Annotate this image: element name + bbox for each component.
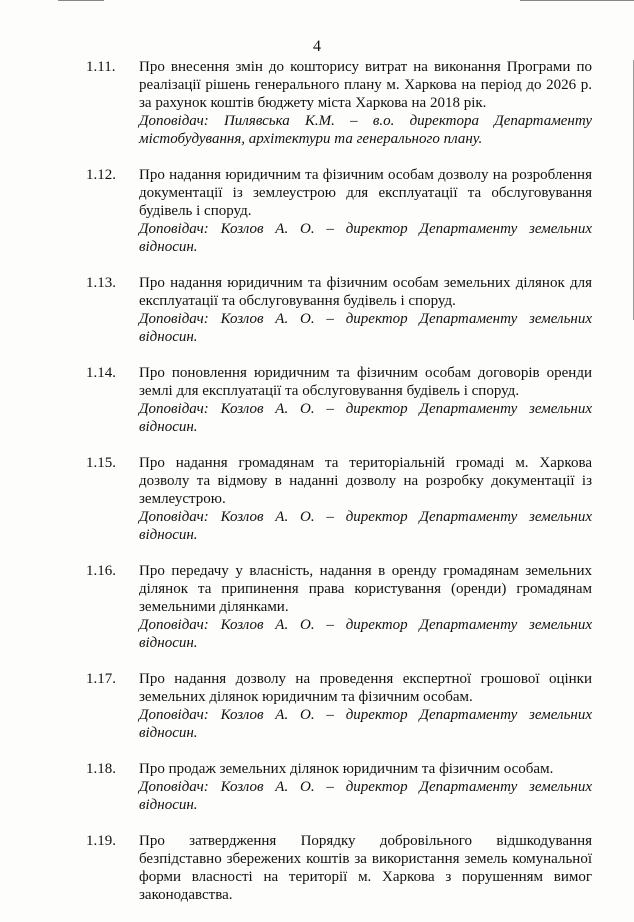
agenda-item xyxy=(86,562,634,652)
agenda-item xyxy=(86,832,634,904)
item-body xyxy=(139,670,592,742)
item-body xyxy=(139,274,592,346)
item-number: 1.13. xyxy=(86,275,116,291)
item-number: 1.16. xyxy=(86,563,116,579)
item-speaker: Доповідач: Козлов А. О. – директор Департаменту земельних відносин. xyxy=(139,617,592,651)
agenda-item xyxy=(86,454,634,544)
item-title: Про передачу у власність, надання в оренду громадянам земельних ділянок та припинення права користування (оренди) громадянам земельними ділянками. xyxy=(139,563,592,615)
item-title: Про надання дозволу на проведення експертної грошової оцінки земельних ділянок юридичним та фізичним особам. xyxy=(139,671,592,705)
item-title: Про продаж земельних ділянок юридичним та фізичним особам. xyxy=(139,761,554,777)
item-number: 1.12. xyxy=(86,167,116,183)
item-speaker: Доповідач: Козлов А. О. – директор Департаменту земельних відносин. xyxy=(139,311,592,345)
item-title: Про затвердження Порядку добровільного відшкодування безпідставно збережених коштів за використання земель комунальної форми власності на території м. Харкова з порушенням вимог законодавства. xyxy=(139,833,592,903)
item-body xyxy=(139,760,592,814)
item-number: 1.14. xyxy=(86,365,116,381)
item-title: Про внесення змін до кошторису витрат на виконання Програми по реалізації рішень генерального плану м. Харкова на період до 2026 р. за рахунок коштів бюджету міста Харкова на 2018 рік. xyxy=(139,59,592,111)
item-title: Про надання юридичним та фізичним особам дозволу на розроблення документації із землеустрою для експлуатації та обслуговування будівель і споруд. xyxy=(139,167,592,219)
agenda-list xyxy=(0,58,634,922)
item-body xyxy=(139,562,592,652)
item-speaker: Доповідач: Козлов А. О. – директор Департаменту земельних відносин. xyxy=(139,221,592,255)
item-speaker: Доповідач: Козлов А. О. – директор Департаменту земельних відносин. xyxy=(139,509,592,543)
agenda-item xyxy=(86,274,634,346)
agenda-item xyxy=(86,364,634,436)
item-speaker: Доповідач: Козлов А. О. – директор Департаменту земельних відносин. xyxy=(139,707,592,741)
item-speaker: Доповідач: Козлов А. О. – директор Департаменту земельних відносин. xyxy=(139,779,592,813)
item-speaker: Доповідач: Козлов А. О. – директор Департаменту земельних відносин. xyxy=(139,401,592,435)
agenda-item xyxy=(86,166,634,256)
item-title: Про надання громадянам та територіальній громаді м. Харкова дозволу та відмову в наданні дозволу на розробку документації із землеустрою. xyxy=(139,455,592,507)
item-body xyxy=(139,364,592,436)
item-title: Про поновлення юридичним та фізичним особам договорів оренди землі для експлуатації та обслуговування будівель і споруд. xyxy=(139,365,592,399)
item-body xyxy=(139,58,592,148)
item-speaker: Доповідач: Пилявська К.М. – в.о. директора Департаменту містобудування, архітектури та генерального плану. xyxy=(139,113,592,147)
agenda-item xyxy=(86,760,634,814)
item-body xyxy=(139,166,592,256)
item-body xyxy=(139,454,592,544)
scan-edge-line xyxy=(58,0,104,1)
agenda-item xyxy=(86,58,634,148)
agenda-item xyxy=(86,670,634,742)
item-title: Про надання юридичним та фізичним особам земельних ділянок для експлуатації та обслуговування будівель і споруд. xyxy=(139,275,592,309)
item-number: 1.17. xyxy=(86,671,116,687)
item-number: 1.18. xyxy=(86,761,116,777)
scan-edge-line xyxy=(520,0,634,1)
item-body xyxy=(139,832,592,904)
item-number: 1.19. xyxy=(86,833,116,849)
page-number: 4 xyxy=(313,38,321,55)
item-number: 1.15. xyxy=(86,455,116,471)
item-number: 1.11. xyxy=(86,59,116,75)
